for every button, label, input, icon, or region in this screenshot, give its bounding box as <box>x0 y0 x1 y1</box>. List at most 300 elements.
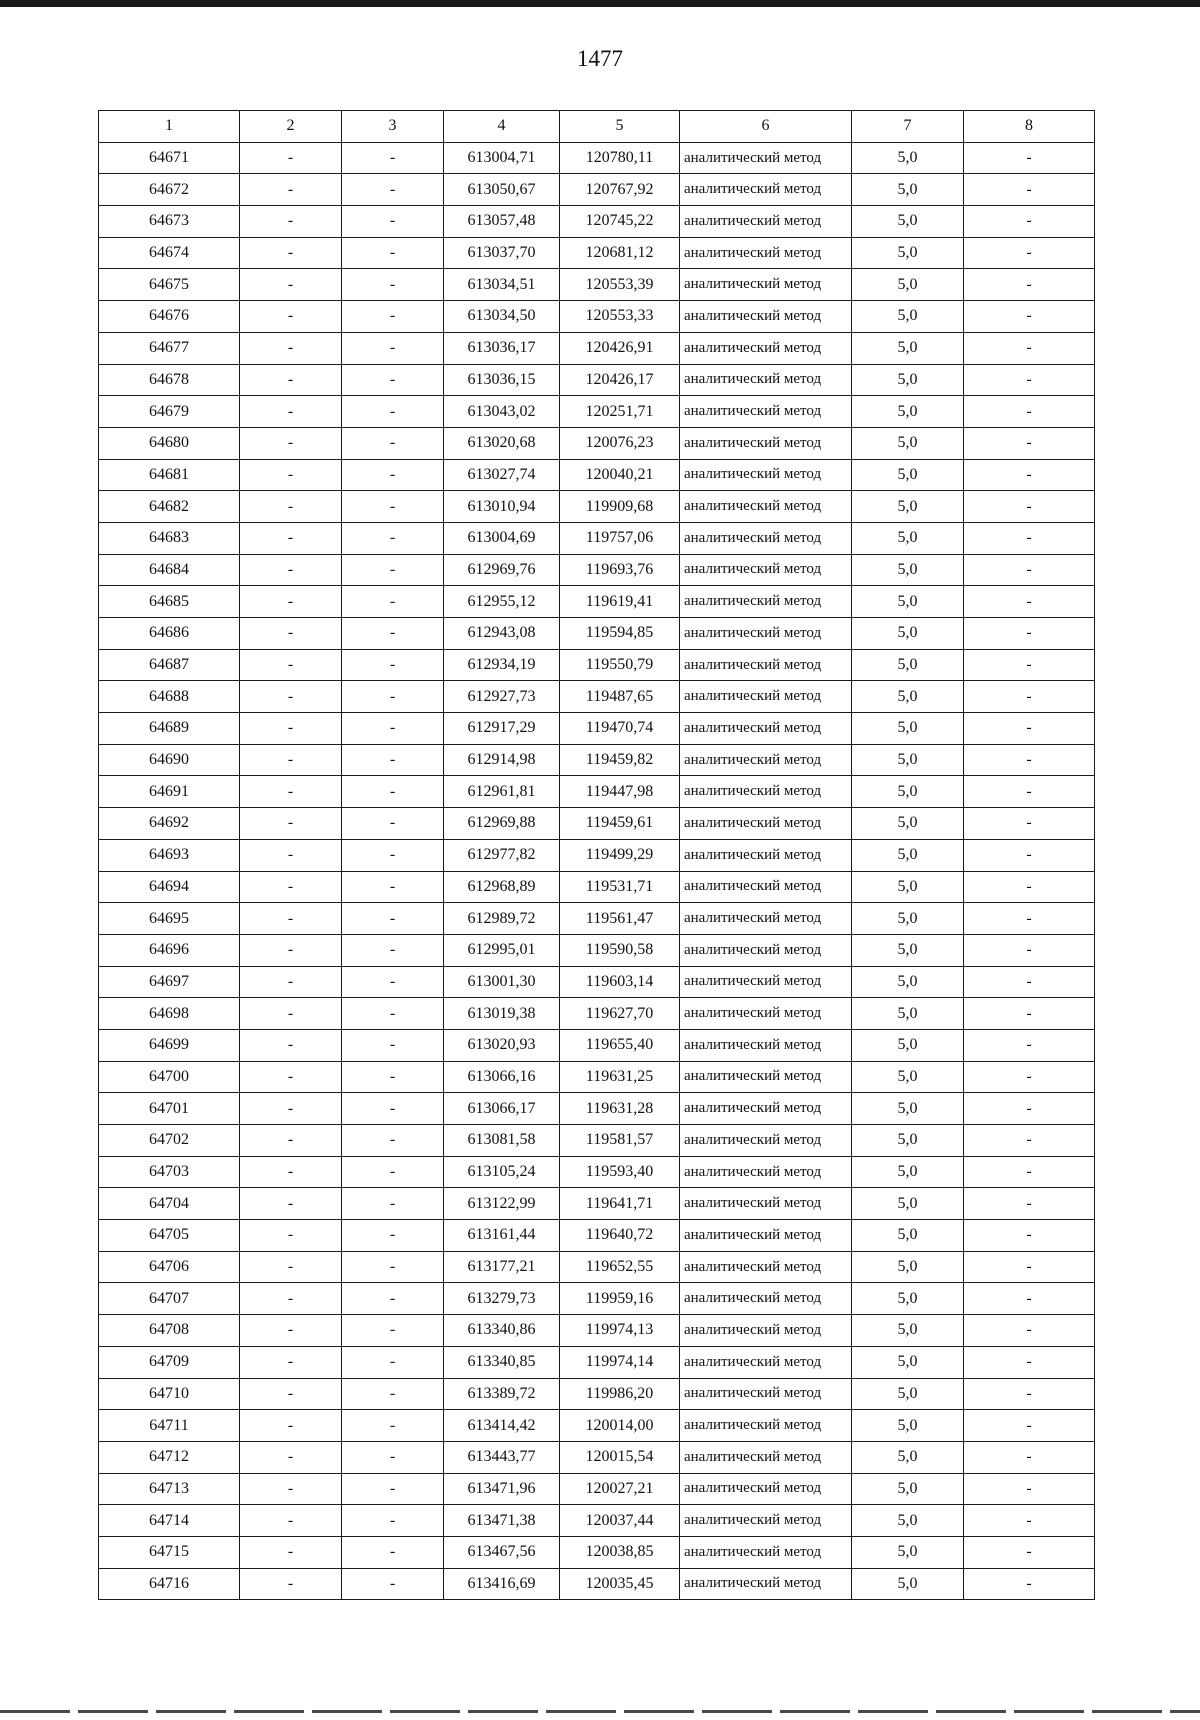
table-cell-col-6: аналитический метод <box>680 1188 852 1220</box>
table-cell-col-1: 64685 <box>99 586 240 618</box>
table-cell-col-1: 64698 <box>99 998 240 1030</box>
table-row <box>99 1093 1095 1125</box>
table-cell-col-6: аналитический метод <box>680 332 852 364</box>
table-cell-col-6: аналитический метод <box>680 713 852 745</box>
table-cell-col-8: - <box>964 1568 1095 1600</box>
table-cell-col-2: - <box>240 744 342 776</box>
table-cell-col-6: аналитический метод <box>680 1473 852 1505</box>
table-row <box>99 301 1095 333</box>
table-cell-col-2: - <box>240 491 342 523</box>
table-row <box>99 934 1095 966</box>
table-cell-col-6: аналитический метод <box>680 364 852 396</box>
table-cell-col-8: - <box>964 808 1095 840</box>
table-row <box>99 1505 1095 1537</box>
table-cell-col-3: - <box>342 713 444 745</box>
table-cell-col-8: - <box>964 1473 1095 1505</box>
table-cell-col-6: аналитический метод <box>680 776 852 808</box>
table-cell-col-3: - <box>342 1346 444 1378</box>
table-cell-col-3: - <box>342 1505 444 1537</box>
table-row <box>99 618 1095 650</box>
table-cell-col-5: 119550,79 <box>560 649 680 681</box>
table-cell-col-5: 119590,58 <box>560 934 680 966</box>
table-cell-col-8: - <box>964 934 1095 966</box>
table-cell-col-5: 119594,85 <box>560 618 680 650</box>
table-cell-col-3: - <box>342 934 444 966</box>
column-header-5: 5 <box>560 111 680 143</box>
table-cell-col-1: 64713 <box>99 1473 240 1505</box>
table-cell-col-1: 64707 <box>99 1283 240 1315</box>
table-cell-col-3: - <box>342 1315 444 1347</box>
table-cell-col-4: 612969,88 <box>444 808 560 840</box>
table-cell-col-2: - <box>240 586 342 618</box>
table-cell-col-3: - <box>342 1029 444 1061</box>
table-cell-col-4: 613471,38 <box>444 1505 560 1537</box>
table-row <box>99 1441 1095 1473</box>
table-row <box>99 269 1095 301</box>
table-cell-col-1: 64708 <box>99 1315 240 1347</box>
table-cell-col-6: аналитический метод <box>680 142 852 174</box>
table-cell-col-7: 5,0 <box>852 1568 964 1600</box>
table-cell-col-8: - <box>964 1188 1095 1220</box>
table-cell-col-2: - <box>240 522 342 554</box>
table-row <box>99 491 1095 523</box>
table-cell-col-5: 119593,40 <box>560 1156 680 1188</box>
table-cell-col-2: - <box>240 1061 342 1093</box>
table-cell-col-3: - <box>342 427 444 459</box>
table-cell-col-5: 120426,17 <box>560 364 680 396</box>
table-cell-col-1: 64676 <box>99 301 240 333</box>
table-cell-col-3: - <box>342 1125 444 1157</box>
table-cell-col-6: аналитический метод <box>680 1378 852 1410</box>
table-cell-col-7: 5,0 <box>852 1093 964 1125</box>
table-cell-col-7: 5,0 <box>852 1473 964 1505</box>
table-cell-col-6: аналитический метод <box>680 1220 852 1252</box>
table-cell-col-4: 613161,44 <box>444 1220 560 1252</box>
table-cell-col-1: 64695 <box>99 903 240 935</box>
table-cell-col-7: 5,0 <box>852 1505 964 1537</box>
table-cell-col-3: - <box>342 1061 444 1093</box>
table-cell-col-8: - <box>964 839 1095 871</box>
table-cell-col-3: - <box>342 618 444 650</box>
table-cell-col-2: - <box>240 1125 342 1157</box>
table-cell-col-1: 64679 <box>99 396 240 428</box>
table-cell-col-6: аналитический метод <box>680 1156 852 1188</box>
table-cell-col-1: 64716 <box>99 1568 240 1600</box>
table-cell-col-6: аналитический метод <box>680 396 852 428</box>
table-cell-col-2: - <box>240 903 342 935</box>
table-cell-col-3: - <box>342 808 444 840</box>
table-row <box>99 839 1095 871</box>
table-cell-col-1: 64673 <box>99 206 240 238</box>
table-cell-col-5: 119627,70 <box>560 998 680 1030</box>
table-cell-col-3: - <box>342 269 444 301</box>
column-header-6: 6 <box>680 111 852 143</box>
table-cell-col-1: 64697 <box>99 966 240 998</box>
table-cell-col-8: - <box>964 1061 1095 1093</box>
table-cell-col-6: аналитический метод <box>680 206 852 238</box>
table-cell-col-3: - <box>342 1220 444 1252</box>
table-cell-col-8: - <box>964 1315 1095 1347</box>
table-cell-col-4: 612927,73 <box>444 681 560 713</box>
table-cell-col-4: 612977,82 <box>444 839 560 871</box>
table-row <box>99 554 1095 586</box>
table-cell-col-4: 613010,94 <box>444 491 560 523</box>
table-cell-col-4: 613037,70 <box>444 237 560 269</box>
table-cell-col-2: - <box>240 396 342 428</box>
table-cell-col-2: - <box>240 1378 342 1410</box>
column-header-3: 3 <box>342 111 444 143</box>
table-cell-col-8: - <box>964 1378 1095 1410</box>
table-cell-col-5: 119470,74 <box>560 713 680 745</box>
table-cell-col-8: - <box>964 744 1095 776</box>
table-cell-col-6: аналитический метод <box>680 237 852 269</box>
table-cell-col-6: аналитический метод <box>680 871 852 903</box>
table-cell-col-2: - <box>240 1029 342 1061</box>
table-cell-col-3: - <box>342 491 444 523</box>
table-row <box>99 1125 1095 1157</box>
table-cell-col-1: 64681 <box>99 459 240 491</box>
table-cell-col-6: аналитический метод <box>680 1536 852 1568</box>
table-cell-col-3: - <box>342 332 444 364</box>
table-cell-col-5: 119757,06 <box>560 522 680 554</box>
table-row <box>99 142 1095 174</box>
table-cell-col-4: 613004,71 <box>444 142 560 174</box>
table-cell-col-7: 5,0 <box>852 1346 964 1378</box>
table-cell-col-3: - <box>342 206 444 238</box>
table-cell-col-3: - <box>342 903 444 935</box>
table-cell-col-7: 5,0 <box>852 903 964 935</box>
table-row <box>99 1473 1095 1505</box>
table-cell-col-8: - <box>964 1251 1095 1283</box>
table-row <box>99 808 1095 840</box>
table-cell-col-2: - <box>240 237 342 269</box>
table-cell-col-3: - <box>342 174 444 206</box>
table-cell-col-2: - <box>240 1568 342 1600</box>
table-cell-col-3: - <box>342 1536 444 1568</box>
table-cell-col-6: аналитический метод <box>680 966 852 998</box>
table-cell-col-5: 119603,14 <box>560 966 680 998</box>
table-cell-col-8: - <box>964 586 1095 618</box>
table-cell-col-5: 119909,68 <box>560 491 680 523</box>
table-cell-col-6: аналитический метод <box>680 618 852 650</box>
table-row <box>99 396 1095 428</box>
table-cell-col-5: 119487,65 <box>560 681 680 713</box>
table-cell-col-4: 613340,85 <box>444 1346 560 1378</box>
table-cell-col-1: 64684 <box>99 554 240 586</box>
table-cell-col-1: 64715 <box>99 1536 240 1568</box>
table-cell-col-6: аналитический метод <box>680 839 852 871</box>
table-cell-col-7: 5,0 <box>852 1283 964 1315</box>
table-cell-col-5: 120553,33 <box>560 301 680 333</box>
table-cell-col-4: 613036,17 <box>444 332 560 364</box>
table-cell-col-2: - <box>240 174 342 206</box>
table-cell-col-1: 64689 <box>99 713 240 745</box>
table-cell-col-4: 612955,12 <box>444 586 560 618</box>
table-cell-col-1: 64704 <box>99 1188 240 1220</box>
table-cell-col-2: - <box>240 142 342 174</box>
table-cell-col-5: 120745,22 <box>560 206 680 238</box>
table-cell-col-7: 5,0 <box>852 522 964 554</box>
table-cell-col-5: 119459,61 <box>560 808 680 840</box>
table-cell-col-5: 119581,57 <box>560 1125 680 1157</box>
table-cell-col-6: аналитический метод <box>680 269 852 301</box>
table-cell-col-1: 64686 <box>99 618 240 650</box>
table-cell-col-1: 64696 <box>99 934 240 966</box>
table-cell-col-1: 64705 <box>99 1220 240 1252</box>
table-cell-col-7: 5,0 <box>852 1125 964 1157</box>
table-cell-col-4: 612969,76 <box>444 554 560 586</box>
table-cell-col-4: 613034,50 <box>444 301 560 333</box>
table-cell-col-4: 612989,72 <box>444 903 560 935</box>
table-cell-col-1: 64677 <box>99 332 240 364</box>
table-cell-col-1: 64691 <box>99 776 240 808</box>
column-header-7: 7 <box>852 111 964 143</box>
scan-edge-bottom <box>0 1710 1200 1713</box>
table-cell-col-6: аналитический метод <box>680 1061 852 1093</box>
table-cell-col-2: - <box>240 934 342 966</box>
table-row <box>99 1410 1095 1442</box>
table-row <box>99 1220 1095 1252</box>
table-cell-col-5: 119531,71 <box>560 871 680 903</box>
table-cell-col-7: 5,0 <box>852 1441 964 1473</box>
table-row <box>99 1188 1095 1220</box>
table-cell-col-1: 64674 <box>99 237 240 269</box>
table-cell-col-2: - <box>240 269 342 301</box>
table-cell-col-4: 612943,08 <box>444 618 560 650</box>
table-cell-col-8: - <box>964 998 1095 1030</box>
table-cell-col-3: - <box>342 681 444 713</box>
table-cell-col-6: аналитический метод <box>680 649 852 681</box>
table-cell-col-4: 613001,30 <box>444 966 560 998</box>
table-cell-col-4: 613340,86 <box>444 1315 560 1347</box>
table-cell-col-7: 5,0 <box>852 1378 964 1410</box>
table-row <box>99 174 1095 206</box>
table-row <box>99 1283 1095 1315</box>
table-cell-col-8: - <box>964 776 1095 808</box>
table-cell-col-6: аналитический метод <box>680 1283 852 1315</box>
table-cell-col-6: аналитический метод <box>680 1029 852 1061</box>
table-cell-col-8: - <box>964 1536 1095 1568</box>
table-row <box>99 649 1095 681</box>
column-header-1: 1 <box>99 111 240 143</box>
table-cell-col-8: - <box>964 491 1095 523</box>
table-cell-col-7: 5,0 <box>852 237 964 269</box>
table-cell-col-7: 5,0 <box>852 396 964 428</box>
table-cell-col-5: 120038,85 <box>560 1536 680 1568</box>
table-row <box>99 1536 1095 1568</box>
table-cell-col-7: 5,0 <box>852 618 964 650</box>
table-cell-col-6: аналитический метод <box>680 1093 852 1125</box>
table-row <box>99 1568 1095 1600</box>
table-cell-col-4: 613279,73 <box>444 1283 560 1315</box>
table-cell-col-5: 119641,71 <box>560 1188 680 1220</box>
table-cell-col-8: - <box>964 332 1095 364</box>
table-cell-col-5: 119447,98 <box>560 776 680 808</box>
table-cell-col-4: 613177,21 <box>444 1251 560 1283</box>
table-cell-col-3: - <box>342 554 444 586</box>
table-body <box>99 142 1095 1600</box>
table-cell-col-5: 120040,21 <box>560 459 680 491</box>
table-cell-col-2: - <box>240 839 342 871</box>
table-cell-col-2: - <box>240 1441 342 1473</box>
table-cell-col-1: 64678 <box>99 364 240 396</box>
table-cell-col-6: аналитический метод <box>680 491 852 523</box>
table-row <box>99 744 1095 776</box>
table-cell-col-2: - <box>240 1220 342 1252</box>
table-cell-col-2: - <box>240 332 342 364</box>
table-cell-col-1: 64711 <box>99 1410 240 1442</box>
table-cell-col-4: 613019,38 <box>444 998 560 1030</box>
table-cell-col-4: 613057,48 <box>444 206 560 238</box>
table-cell-col-7: 5,0 <box>852 142 964 174</box>
table-cell-col-3: - <box>342 1283 444 1315</box>
table-row <box>99 427 1095 459</box>
table-cell-col-6: аналитический метод <box>680 1251 852 1283</box>
table-cell-col-2: - <box>240 364 342 396</box>
table-cell-col-1: 64710 <box>99 1378 240 1410</box>
table-cell-col-3: - <box>342 1441 444 1473</box>
table-cell-col-4: 613416,69 <box>444 1568 560 1600</box>
table-cell-col-5: 120027,21 <box>560 1473 680 1505</box>
table-cell-col-2: - <box>240 427 342 459</box>
table-cell-col-2: - <box>240 808 342 840</box>
table-cell-col-7: 5,0 <box>852 839 964 871</box>
table-cell-col-7: 5,0 <box>852 1029 964 1061</box>
table-cell-col-5: 119619,41 <box>560 586 680 618</box>
table-cell-col-3: - <box>342 364 444 396</box>
table-cell-col-5: 120553,39 <box>560 269 680 301</box>
table-cell-col-2: - <box>240 1410 342 1442</box>
table-cell-col-6: аналитический метод <box>680 1505 852 1537</box>
table-cell-col-2: - <box>240 1315 342 1347</box>
table-cell-col-1: 64687 <box>99 649 240 681</box>
table-cell-col-8: - <box>964 1283 1095 1315</box>
table-cell-col-3: - <box>342 998 444 1030</box>
table-cell-col-4: 613036,15 <box>444 364 560 396</box>
table-row <box>99 1156 1095 1188</box>
table-cell-col-6: аналитический метод <box>680 1125 852 1157</box>
table-cell-col-7: 5,0 <box>852 1188 964 1220</box>
table-cell-col-2: - <box>240 713 342 745</box>
table-cell-col-8: - <box>964 554 1095 586</box>
table-cell-col-1: 64683 <box>99 522 240 554</box>
table-cell-col-6: аналитический метод <box>680 554 852 586</box>
table-cell-col-7: 5,0 <box>852 554 964 586</box>
table-cell-col-5: 120035,45 <box>560 1568 680 1600</box>
table-cell-col-5: 119640,72 <box>560 1220 680 1252</box>
table-cell-col-7: 5,0 <box>852 332 964 364</box>
table-cell-col-5: 119693,76 <box>560 554 680 586</box>
table-cell-col-7: 5,0 <box>852 1251 964 1283</box>
table-cell-col-2: - <box>240 554 342 586</box>
table-cell-col-5: 119631,25 <box>560 1061 680 1093</box>
table-cell-col-3: - <box>342 1473 444 1505</box>
table-cell-col-8: - <box>964 364 1095 396</box>
table-row <box>99 1061 1095 1093</box>
table-cell-col-4: 613050,67 <box>444 174 560 206</box>
table-cell-col-7: 5,0 <box>852 364 964 396</box>
table-cell-col-2: - <box>240 1473 342 1505</box>
table-cell-col-3: - <box>342 1568 444 1600</box>
table-cell-col-7: 5,0 <box>852 1061 964 1093</box>
table-cell-col-1: 64680 <box>99 427 240 459</box>
table-row <box>99 1315 1095 1347</box>
table-cell-col-6: аналитический метод <box>680 301 852 333</box>
table-cell-col-1: 64688 <box>99 681 240 713</box>
table-cell-col-2: - <box>240 1346 342 1378</box>
table-cell-col-8: - <box>964 1220 1095 1252</box>
table-cell-col-5: 120014,00 <box>560 1410 680 1442</box>
table-cell-col-1: 64692 <box>99 808 240 840</box>
table-cell-col-7: 5,0 <box>852 776 964 808</box>
table-cell-col-7: 5,0 <box>852 1315 964 1347</box>
table-cell-col-1: 64701 <box>99 1093 240 1125</box>
table-cell-col-8: - <box>964 237 1095 269</box>
table-cell-col-4: 613471,96 <box>444 1473 560 1505</box>
table-row <box>99 522 1095 554</box>
table-cell-col-1: 64706 <box>99 1251 240 1283</box>
table-cell-col-1: 64712 <box>99 1441 240 1473</box>
table-cell-col-4: 613105,24 <box>444 1156 560 1188</box>
table-cell-col-4: 613389,72 <box>444 1378 560 1410</box>
table-row <box>99 998 1095 1030</box>
table-cell-col-1: 64671 <box>99 142 240 174</box>
table-cell-col-7: 5,0 <box>852 301 964 333</box>
table-cell-col-3: - <box>342 1378 444 1410</box>
column-header-2: 2 <box>240 111 342 143</box>
table-cell-col-1: 64714 <box>99 1505 240 1537</box>
table-cell-col-7: 5,0 <box>852 459 964 491</box>
table-cell-col-3: - <box>342 237 444 269</box>
table-cell-col-4: 612995,01 <box>444 934 560 966</box>
table-cell-col-4: 613081,58 <box>444 1125 560 1157</box>
table-cell-col-5: 120037,44 <box>560 1505 680 1537</box>
column-header-4: 4 <box>444 111 560 143</box>
table-cell-col-5: 119459,82 <box>560 744 680 776</box>
table-row <box>99 1378 1095 1410</box>
table-cell-col-6: аналитический метод <box>680 522 852 554</box>
table-cell-col-2: - <box>240 618 342 650</box>
table-cell-col-1: 64672 <box>99 174 240 206</box>
table-cell-col-7: 5,0 <box>852 934 964 966</box>
table-cell-col-5: 119986,20 <box>560 1378 680 1410</box>
table-cell-col-3: - <box>342 459 444 491</box>
table-row <box>99 903 1095 935</box>
table-cell-col-7: 5,0 <box>852 713 964 745</box>
table-cell-col-8: - <box>964 301 1095 333</box>
table-cell-col-5: 120015,54 <box>560 1441 680 1473</box>
table-cell-col-3: - <box>342 839 444 871</box>
table-cell-col-5: 120076,23 <box>560 427 680 459</box>
table-cell-col-6: аналитический метод <box>680 998 852 1030</box>
table-cell-col-2: - <box>240 649 342 681</box>
table-cell-col-8: - <box>964 427 1095 459</box>
table-cell-col-1: 64694 <box>99 871 240 903</box>
table-cell-col-2: - <box>240 1156 342 1188</box>
table-cell-col-7: 5,0 <box>852 427 964 459</box>
table-cell-col-8: - <box>964 1346 1095 1378</box>
table-cell-col-3: - <box>342 522 444 554</box>
table-cell-col-4: 612917,29 <box>444 713 560 745</box>
table-cell-col-8: - <box>964 459 1095 491</box>
table-row <box>99 776 1095 808</box>
table-cell-col-7: 5,0 <box>852 586 964 618</box>
table-cell-col-7: 5,0 <box>852 174 964 206</box>
table-cell-col-3: - <box>342 142 444 174</box>
table-cell-col-6: аналитический метод <box>680 744 852 776</box>
table-row <box>99 871 1095 903</box>
table-cell-col-8: - <box>964 681 1095 713</box>
